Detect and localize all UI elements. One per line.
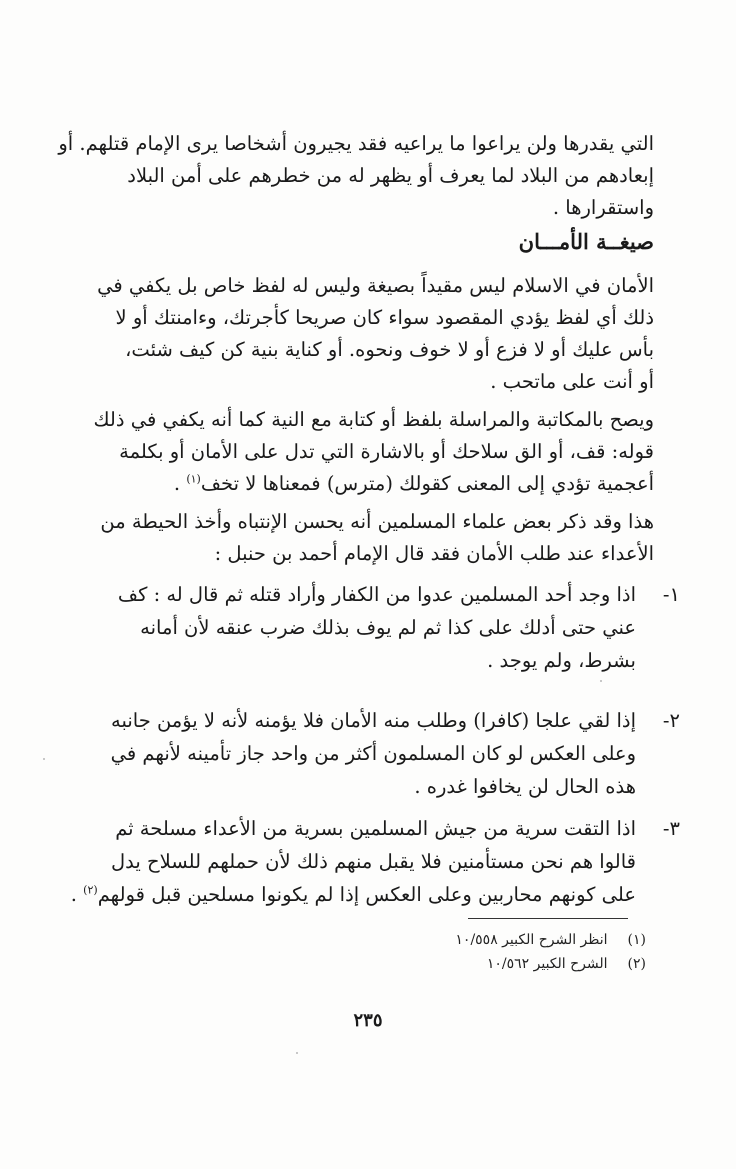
text-line: هذا وقد ذكر بعض علماء المسلمين أنه يحسن الإنتباه وأخذ الحيطة من <box>100 510 654 533</box>
text-line: اذا وجد أحد المسلمين عدوا من الكفار وأراد قتله ثم قال له : كف <box>117 583 636 606</box>
text-line: اذا التقت سرية من جيش المسلمين بسرية من الأعداء مسلحة ثم <box>115 817 636 840</box>
scan-speck <box>600 680 602 682</box>
scan-speck <box>43 758 45 760</box>
text-line: ويصح بالمكاتبة والمراسلة بلفظ أو كتابة مع النية كما أنه يكفي في ذلك <box>93 408 654 431</box>
list-item-2 <box>80 704 680 803</box>
footnote-number: (٢) <box>627 956 646 972</box>
text-line: إبعادهم من البلاد لما يعرف أو يظهر له من خطرهم على أمن البلاد <box>127 164 654 187</box>
text-line: وعلى العكس لو كان المسلمون أكثر من واحد جاز تأمينه لأنهم في <box>110 742 636 765</box>
text-line: قالوا هم نحن مستأمنين فلا يقبل منهم ذلك لأن حملهم للسلاح يدل <box>110 850 636 873</box>
text-line: إذا لقي علجا (كافرا) وطلب منه الأمان فلا يؤمنه لأنه لا يؤمن جانبه <box>110 709 636 732</box>
paragraph-correspondence <box>80 404 654 500</box>
text-line <box>80 468 654 500</box>
line-end: . <box>173 472 187 495</box>
footnote-text: الشرح الكبير ١٠/٥٦٢ <box>486 956 608 972</box>
line-text: على كونهم محاربين وعلى العكس إذا لم يكونوا مسلحين قبل قولهم <box>97 883 636 906</box>
page-number: ٢٣٥ <box>353 1010 383 1031</box>
item-body <box>80 578 636 677</box>
intro-paragraph <box>58 128 654 224</box>
text-line: هذه الحال لن يخافوا غدره . <box>414 775 636 798</box>
footnotes <box>455 928 646 976</box>
footnote-2 <box>455 952 646 976</box>
list-item-3 <box>70 812 680 911</box>
item-number: ٣- <box>662 817 680 840</box>
item-body <box>80 704 636 803</box>
footnote-ref-2[interactable]: (٢) <box>83 883 98 897</box>
line-text: أعجمية تؤدي إلى المعنى كقولك (مترس) فمعناها لا تخف <box>200 472 654 495</box>
text-line: واستقرارها . <box>552 196 654 219</box>
scan-speck <box>296 1052 298 1054</box>
footnote-1 <box>455 928 646 952</box>
item-body <box>70 812 636 911</box>
text-line: ذلك أي لفظ يؤدي المقصود سواء كان صريحا كأجرتك، وءامنتك أو لا <box>115 306 654 329</box>
text-line: عني حتى أدلك على كذا ثم لم يوف بذلك ضرب عنقه لأن أمانه <box>140 616 636 639</box>
text-line: التي يقدرها ولن يراعوا ما يراعيه فقد يجيرون أشخاصا يرى الإمام قتلهم. أو <box>58 132 654 155</box>
text-line: بأس عليك أو لا فزع أو لا خوف ونحوه. أو كناية بنية كن كيف شئت، <box>125 338 654 361</box>
text-line: الأعداء عند طلب الأمان فقد قال الإمام أحمد بن حنبل : <box>214 542 654 565</box>
paragraph-caution <box>80 506 654 570</box>
list-item-1 <box>80 578 680 677</box>
text-line <box>70 878 636 911</box>
text-line: الأمان في الاسلام ليس مقيداً بصيغة وليس له لفظ خاص بل يكفي في <box>97 274 654 297</box>
footnote-text: انظر الشرح الكبير ١٠/٥٥٨ <box>455 932 608 948</box>
footnote-ref-1[interactable]: (١) <box>186 472 201 486</box>
item-number: ١- <box>662 583 680 606</box>
text-line: بشرط، ولم يوجد . <box>487 649 636 672</box>
text-line: قوله: قف، أو الق سلاحك أو بالاشارة التي تدل على الأمان أو بكلمة <box>119 440 654 463</box>
section-heading: صيغــة الأمـــان <box>518 229 654 254</box>
footnote-number: (١) <box>627 932 646 948</box>
item-number: ٢- <box>662 709 680 732</box>
text-line: أو أنت على ماتحب . <box>490 370 654 393</box>
footnote-divider <box>468 918 628 919</box>
line-end: . <box>70 883 84 906</box>
paragraph-amaan-form <box>80 270 654 398</box>
